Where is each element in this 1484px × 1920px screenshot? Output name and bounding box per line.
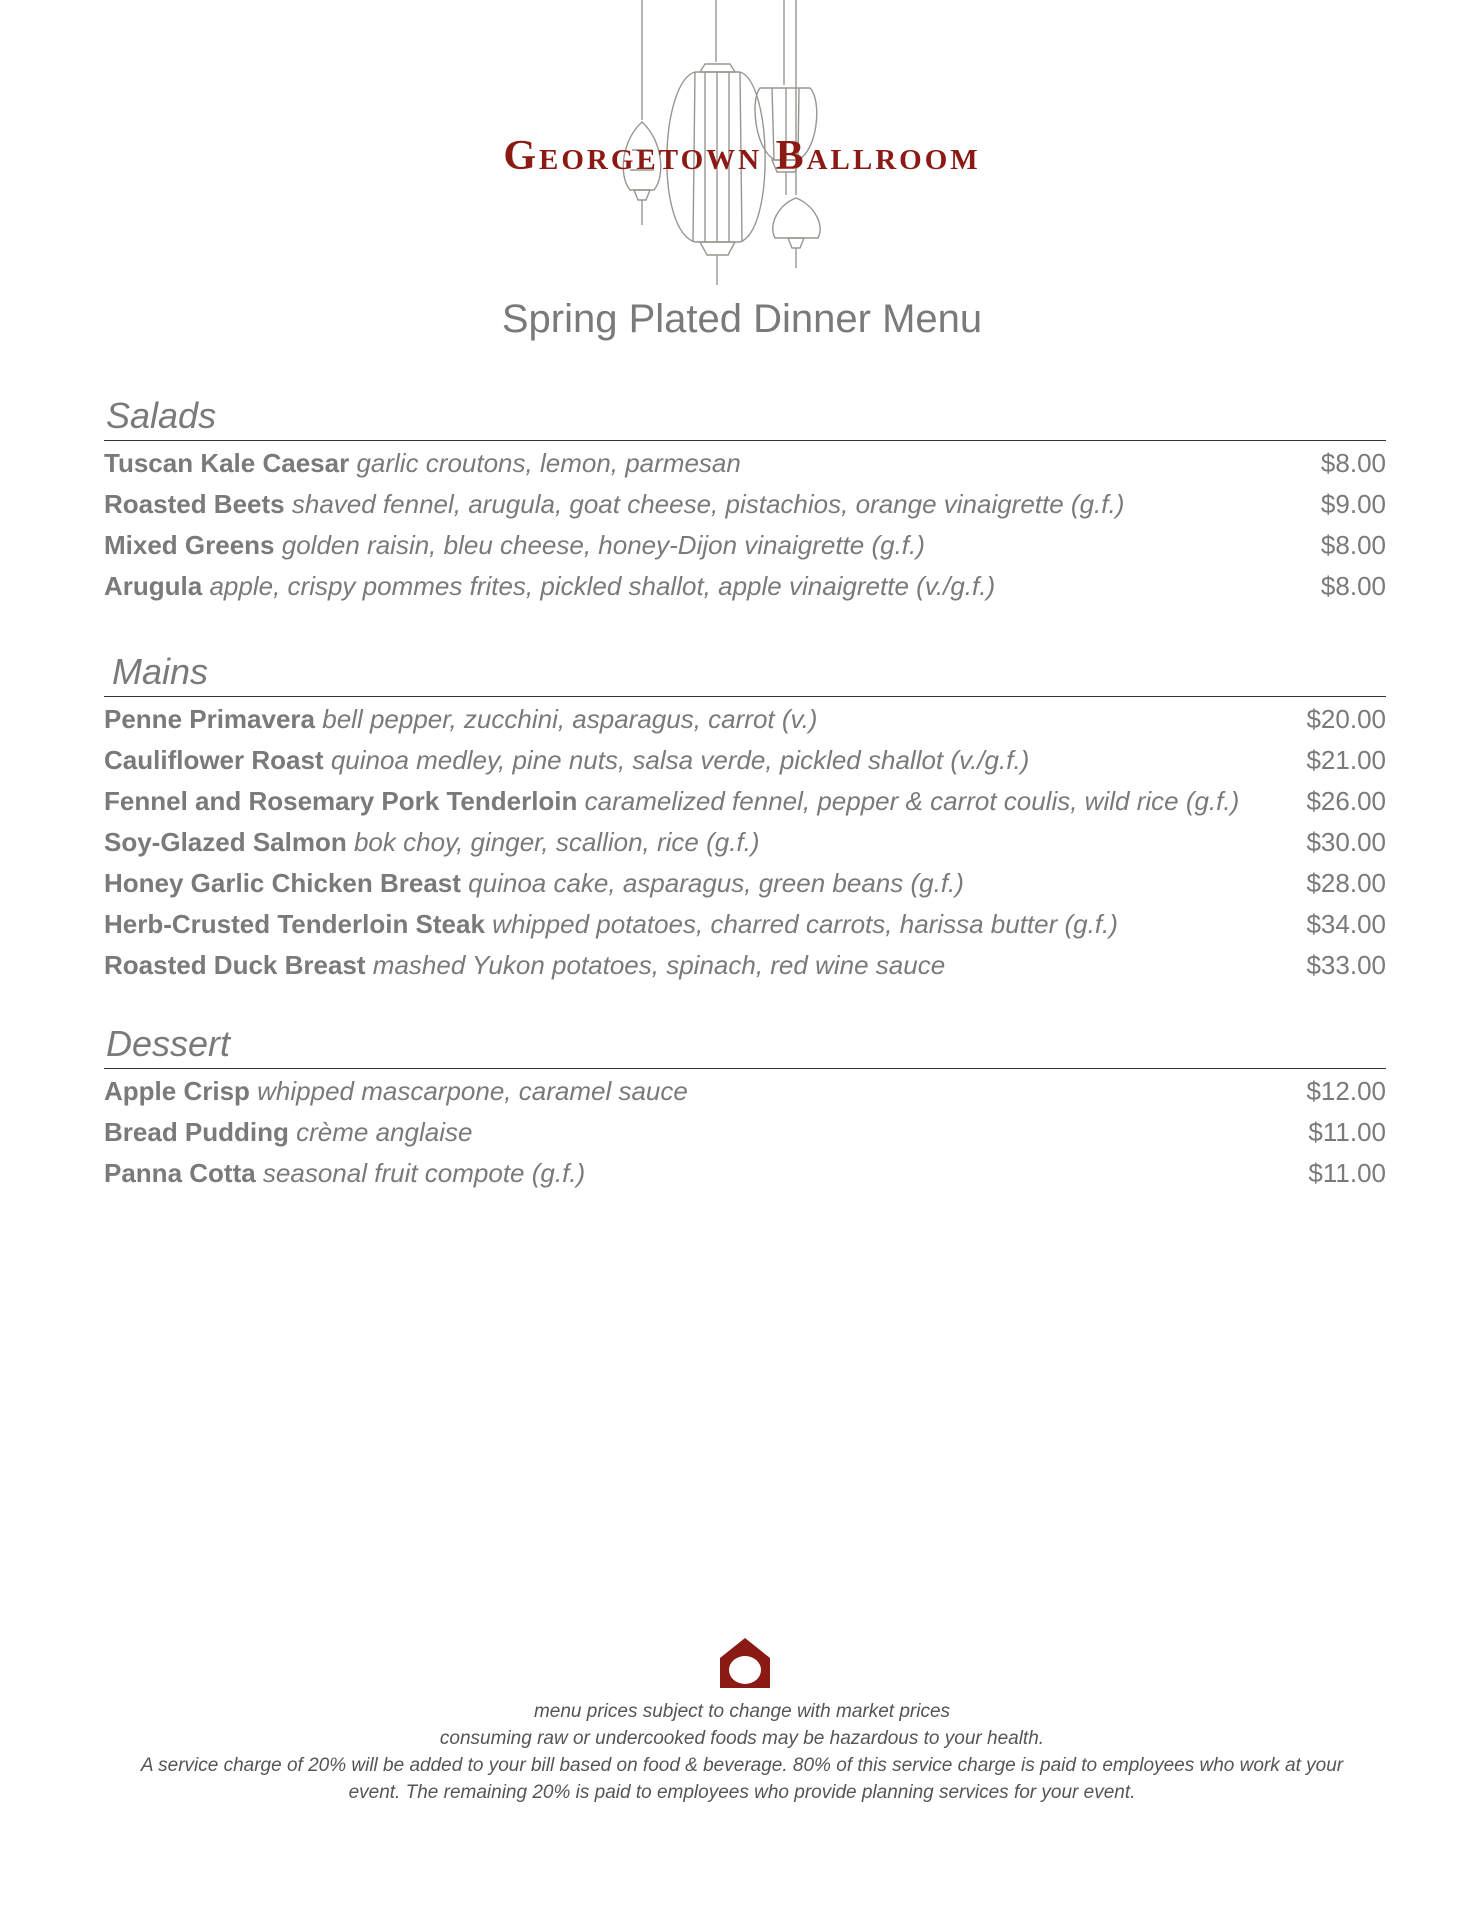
item-description: crème anglaise xyxy=(296,1117,473,1147)
menu-item xyxy=(104,781,1386,822)
section-title: Salads xyxy=(104,392,1386,441)
item-price: $11.00 xyxy=(1308,1117,1386,1147)
section-title: Dessert xyxy=(104,1020,1386,1069)
brand-name: Georgetown Ballroom xyxy=(503,133,981,179)
item-name: Fennel and Rosemary Pork Tenderloin xyxy=(104,786,578,816)
item-price: $33.00 xyxy=(1306,950,1386,980)
menu-item xyxy=(104,1153,1386,1194)
item-description: quinoa medley, pine nuts, salsa verde, pickled shallot (v./g.f.) xyxy=(330,745,1030,775)
item-name: Honey Garlic Chicken Breast xyxy=(104,868,461,898)
item-price: $21.00 xyxy=(1306,745,1386,775)
menu-item xyxy=(104,525,1386,566)
item-description: whipped mascarpone, caramel sauce xyxy=(257,1076,688,1106)
item-price: $8.00 xyxy=(1320,571,1386,601)
item-price: $8.00 xyxy=(1320,530,1386,560)
item-price: $34.00 xyxy=(1306,909,1386,939)
item-price: $11.00 xyxy=(1308,1158,1386,1188)
section-mains xyxy=(104,648,1386,986)
footer-line: consuming raw or undercooked foods may be hazardous to your health. xyxy=(439,1728,1045,1749)
menu-item xyxy=(104,863,1386,904)
item-price: $9.00 xyxy=(1320,489,1386,519)
menu-item xyxy=(104,904,1386,945)
menu-item xyxy=(104,740,1386,781)
footer-line: menu prices subject to change with market prices xyxy=(533,1701,951,1722)
item-name: Tuscan Kale Caesar xyxy=(104,448,350,478)
item-description: apple, crispy pommes frites, pickled shallot, apple vinaigrette (v./g.f.) xyxy=(209,571,996,601)
item-name: Panna Cotta xyxy=(104,1158,256,1188)
item-name: Arugula xyxy=(104,571,203,601)
footer-line: A service charge of 20% will be added to your bill based on food & beverage. 80% of this service charge is paid to employees who work at your xyxy=(140,1755,1344,1776)
menu-item xyxy=(104,443,1386,484)
menu-item xyxy=(104,699,1386,740)
item-description: bok choy, ginger, scallion, rice (g.f.) xyxy=(353,827,760,857)
item-name: Cauliflower Roast xyxy=(104,745,324,775)
item-price: $8.00 xyxy=(1320,448,1386,478)
item-description: seasonal fruit compote (g.f.) xyxy=(262,1158,586,1188)
item-description: shaved fennel, arugula, goat cheese, pistachios, orange vinaigrette (g.f.) xyxy=(291,489,1125,519)
menu-item xyxy=(104,1071,1386,1112)
footer-line: event. The remaining 20% is paid to employees who provide planning services for your event. xyxy=(348,1782,1136,1803)
menu-item xyxy=(104,945,1386,986)
menu-item xyxy=(104,484,1386,525)
item-description: bell pepper, zucchini, asparagus, carrot (v.) xyxy=(322,704,818,734)
item-name: Bread Pudding xyxy=(104,1117,289,1147)
menu-item xyxy=(104,822,1386,863)
item-description: whipped potatoes, charred carrots, harissa butter (g.f.) xyxy=(492,909,1118,939)
menu-item xyxy=(104,1112,1386,1153)
logo xyxy=(0,0,1484,300)
section-title: Mains xyxy=(104,648,1386,697)
item-price: $20.00 xyxy=(1306,704,1386,734)
menu-item xyxy=(104,566,1386,607)
item-name: Roasted Duck Breast xyxy=(104,950,366,980)
footer-notes xyxy=(100,1698,1384,1806)
house-icon xyxy=(718,1636,772,1690)
item-price: $12.00 xyxy=(1306,1076,1386,1106)
item-name: Roasted Beets xyxy=(104,489,285,519)
item-price: $26.00 xyxy=(1306,786,1386,816)
item-description: golden raisin, bleu cheese, honey-Dijon vinaigrette (g.f.) xyxy=(281,530,925,560)
section-dessert xyxy=(104,1020,1386,1194)
item-name: Penne Primavera xyxy=(104,704,316,734)
item-name: Herb-Crusted Tenderloin Steak xyxy=(104,909,485,939)
item-price: $30.00 xyxy=(1306,827,1386,857)
item-description: quinoa cake, asparagus, green beans (g.f.) xyxy=(468,868,964,898)
section-salads xyxy=(104,392,1386,607)
item-description: garlic croutons, lemon, parmesan xyxy=(356,448,741,478)
item-name: Soy-Glazed Salmon xyxy=(104,827,347,857)
item-description: caramelized fennel, pepper & carrot coulis, wild rice (g.f.) xyxy=(584,786,1240,816)
item-description: mashed Yukon potatoes, spinach, red wine sauce xyxy=(372,950,946,980)
item-price: $28.00 xyxy=(1306,868,1386,898)
item-name: Apple Crisp xyxy=(104,1076,250,1106)
menu-title: Spring Plated Dinner Menu xyxy=(501,297,983,341)
item-name: Mixed Greens xyxy=(104,530,275,560)
